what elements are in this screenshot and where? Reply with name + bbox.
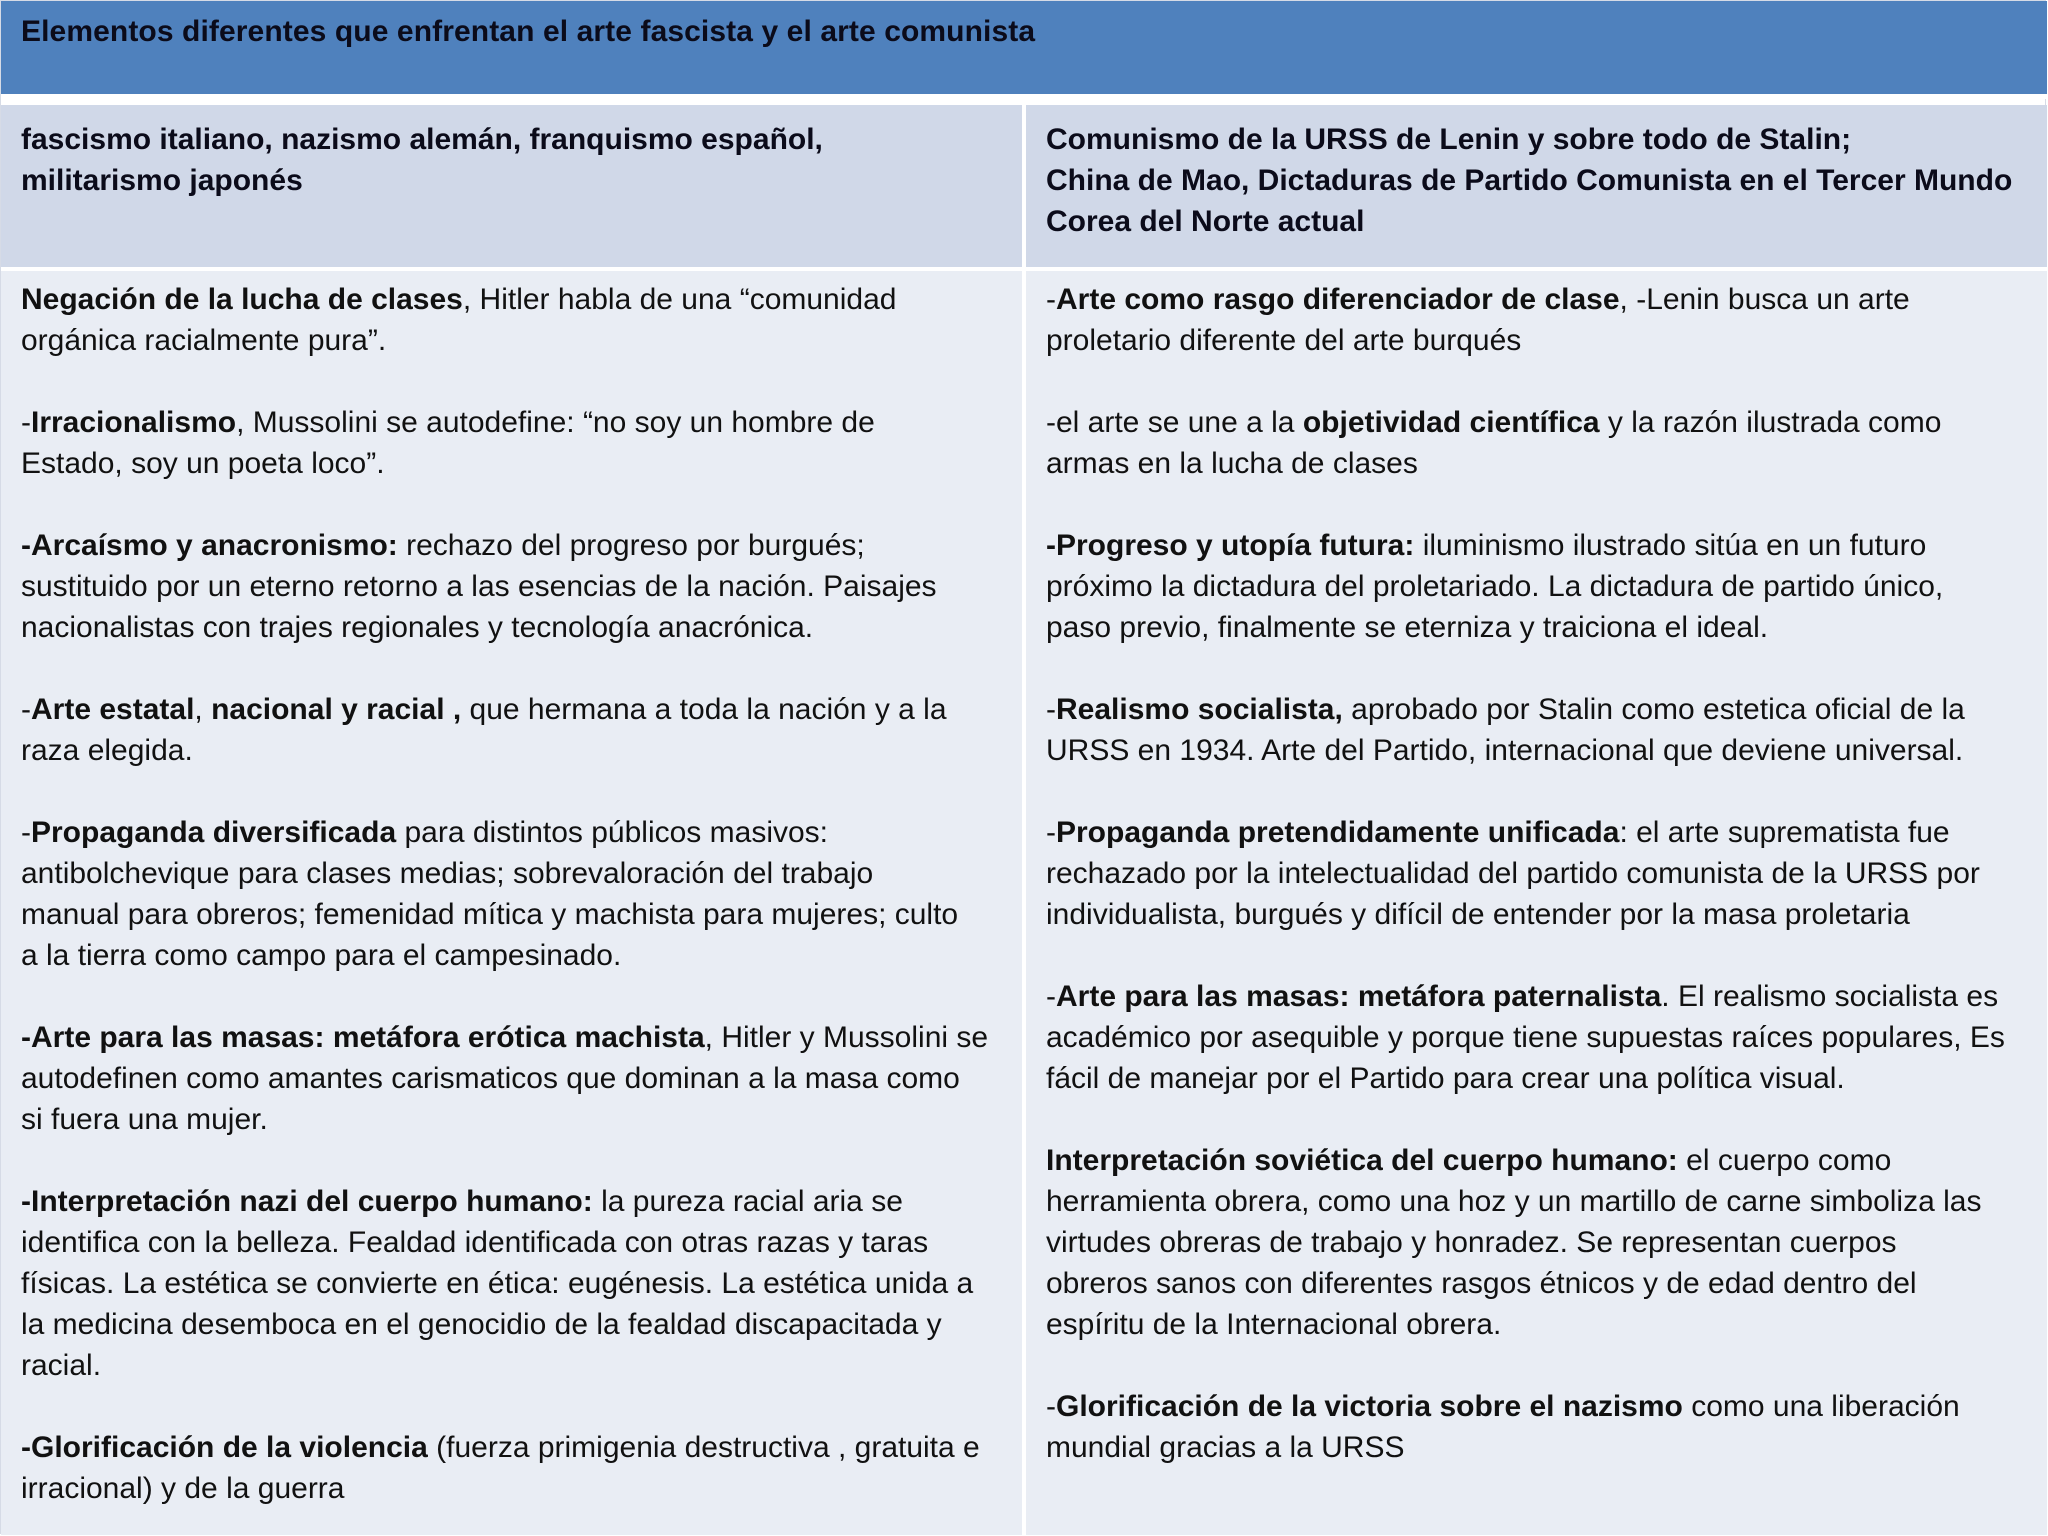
item-text: , Hitler y Mussolini se — [704, 1021, 989, 1054]
item-heading: Negación de la lucha de clases — [21, 283, 463, 316]
item-heading: objetividad científica — [1302, 406, 1600, 439]
item-text: - — [21, 693, 31, 726]
item-text: armas en la lucha de clases — [1046, 447, 1418, 480]
item-text: -el arte se une a la — [1046, 406, 1303, 439]
right-header-line: Comunismo de la URSS de Lenin y sobre todo de Stalin; — [1046, 123, 1852, 156]
left-column-header — [1, 105, 1022, 267]
left-item-art-for-masses — [21, 1017, 1008, 1140]
item-text: URSS en 1934. Arte del Partido, internacional que deviene universal. — [1046, 734, 1964, 767]
item-heading: Arte estatal — [31, 693, 195, 726]
item-text: como una liberación — [1682, 1390, 1960, 1423]
item-text: , Hitler habla de una “comunidad — [462, 283, 897, 316]
item-heading: Glorificación de la victoria sobre el nazismo — [1056, 1390, 1683, 1423]
item-text: rechazo del progreso por burgués; — [397, 529, 865, 562]
item-heading: -Arcaísmo y anacronismo: — [21, 529, 398, 562]
item-text: y la razón ilustrada como — [1599, 406, 1942, 439]
item-text: proletario diferente del arte burqués — [1046, 324, 1522, 357]
item-text: sustituido por un eterno retorno a las esencias de la nación. Paisajes — [21, 570, 937, 603]
item-text: autodefinen como amantes carismaticos que dominan a la masa como — [21, 1062, 960, 1095]
item-heading: Propaganda pretendidamente unificada — [1056, 816, 1620, 849]
right-item-art-for-masses — [1046, 976, 2033, 1099]
item-text: que hermana a toda la nación y a la — [461, 693, 947, 726]
left-item-archaism — [21, 525, 1008, 648]
item-heading: nacional y racial , — [211, 693, 462, 726]
item-text: la pureza racial aria se — [592, 1185, 903, 1218]
item-text: el cuerpo como — [1677, 1144, 1892, 1177]
left-item-body-interpretation — [21, 1181, 1008, 1386]
item-text: raza elegida. — [21, 734, 193, 767]
table-title: Elementos diferentes que enfrentan el arte fascista y el arte comunista — [21, 15, 1036, 48]
item-heading: Propaganda diversificada — [31, 816, 397, 849]
item-heading: -Glorificación de la violencia — [21, 1431, 428, 1464]
right-item-progress — [1046, 525, 2033, 648]
item-text: a la tierra como campo para el campesinado. — [21, 939, 622, 972]
item-text: fácil de manejar por el Partido para crear una política visual. — [1046, 1062, 1845, 1095]
item-text: aprobado por Stalin como estetica oficial de la — [1342, 693, 1965, 726]
item-text: , -Lenin busca un arte — [1619, 283, 1910, 316]
item-text: - — [1046, 693, 1056, 726]
right-item-socialist-realism — [1046, 689, 2033, 771]
item-text: irracional) y de la guerra — [21, 1472, 345, 1505]
right-item-propaganda — [1046, 812, 2033, 935]
item-text: si fuera una mujer. — [21, 1103, 268, 1136]
item-text: antibolchevique para clases medias; sobrevaloración del trabajo — [21, 857, 874, 890]
item-heading: -Interpretación nazi del cuerpo humano: — [21, 1185, 593, 1218]
right-item-scientific — [1046, 402, 2033, 484]
item-text: herramienta obrera, como una hoz y un martillo de carne simboliza las — [1046, 1185, 1982, 1218]
item-text: espíritu de la Internacional obrera. — [1046, 1308, 1502, 1341]
right-header-line: Corea del Norte actual — [1046, 205, 1365, 238]
right-header-line: China de Mao, Dictaduras de Partido Comunista en el Tercer Mundo — [1046, 164, 2013, 197]
left-header-line: fascismo italiano, nazismo alemán, franquismo español, — [21, 123, 823, 156]
right-item-class-art — [1046, 279, 2033, 361]
item-text: Estado, soy un poeta loco”. — [21, 447, 385, 480]
left-column-body — [1, 271, 1022, 1535]
item-text: obreros sanos con diferentes rasgos étnicos y de edad dentro del — [1046, 1267, 1917, 1300]
item-text: - — [1046, 283, 1056, 316]
item-text: para distintos públicos masivos: — [396, 816, 829, 849]
left-header-line: militarismo japonés — [21, 164, 303, 197]
item-text: mundial gracias a la URSS — [1046, 1431, 1405, 1464]
item-heading: -Progreso y utopía futura: — [1046, 529, 1415, 562]
item-text: la medicina desemboca en el genocidio de la fealdad discapacitada y — [21, 1308, 942, 1341]
item-text: físicas. La estética se convierte en ética: eugénesis. La estética unida a — [21, 1267, 974, 1300]
item-text: , Mussolini se autodefine: “no soy un hombre de — [236, 406, 875, 439]
left-item-propaganda — [21, 812, 1008, 976]
item-heading: Interpretación soviética del cuerpo humano: — [1046, 1144, 1678, 1177]
item-text: racial. — [21, 1349, 102, 1382]
item-text: iluminismo ilustrado sitúa en un futuro — [1414, 529, 1927, 562]
item-text: - — [1046, 980, 1056, 1013]
left-item-violence — [21, 1427, 1008, 1509]
item-text: orgánica racialmente pura”. — [21, 324, 387, 357]
right-item-victory — [1046, 1386, 2033, 1468]
item-text: próximo la dictadura del proletariado. La dictadura de partido único, — [1046, 570, 1944, 603]
item-text: . El realismo socialista es — [1661, 980, 1999, 1013]
item-heading: Arte para las masas: metáfora paternalista — [1056, 980, 1662, 1013]
item-text: , — [194, 693, 212, 726]
left-item-irrationalism — [21, 402, 1008, 484]
left-item-state-art — [21, 689, 1008, 771]
item-text: individualista, burgués y difícil de entender por la masa proletaria — [1046, 898, 1910, 931]
item-text: paso previo, finalmente se eterniza y traiciona el ideal. — [1046, 611, 1769, 644]
item-text: (fuerza primigenia destructiva , gratuita e — [427, 1431, 980, 1464]
item-text: identifica con la belleza. Fealdad identificada con otras razas y taras — [21, 1226, 929, 1259]
item-text: - — [1046, 1390, 1056, 1423]
item-text: rechazado por la intelectualidad del partido comunista de la URSS por — [1046, 857, 1980, 890]
item-heading: Irracionalismo — [31, 406, 237, 439]
right-item-body-interpretation — [1046, 1140, 2033, 1345]
item-text: - — [1046, 816, 1056, 849]
item-heading: Arte como rasgo diferenciador de clase — [1056, 283, 1620, 316]
right-column-header — [1026, 105, 2047, 267]
title-bar — [1, 1, 2047, 99]
item-text: - — [21, 816, 31, 849]
item-text: académico por asequible y porque tiene supuestas raíces populares, Es — [1046, 1021, 2005, 1054]
item-text: nacionalistas con trajes regionales y tecnología anacrónica. — [21, 611, 814, 644]
item-text: virtudes obreras de trabajo y honradez. Se representan cuerpos — [1046, 1226, 1897, 1259]
item-text: - — [21, 406, 31, 439]
item-heading: Realismo socialista, — [1056, 693, 1343, 726]
right-column-body — [1026, 271, 2047, 1535]
left-item-class-struggle — [21, 279, 1008, 361]
item-text: manual para obreros; femenidad mítica y machista para mujeres; culto — [21, 898, 959, 931]
item-text: : el arte suprematista fue — [1619, 816, 1950, 849]
item-heading: -Arte para las masas: metáfora erótica machista — [21, 1021, 705, 1054]
